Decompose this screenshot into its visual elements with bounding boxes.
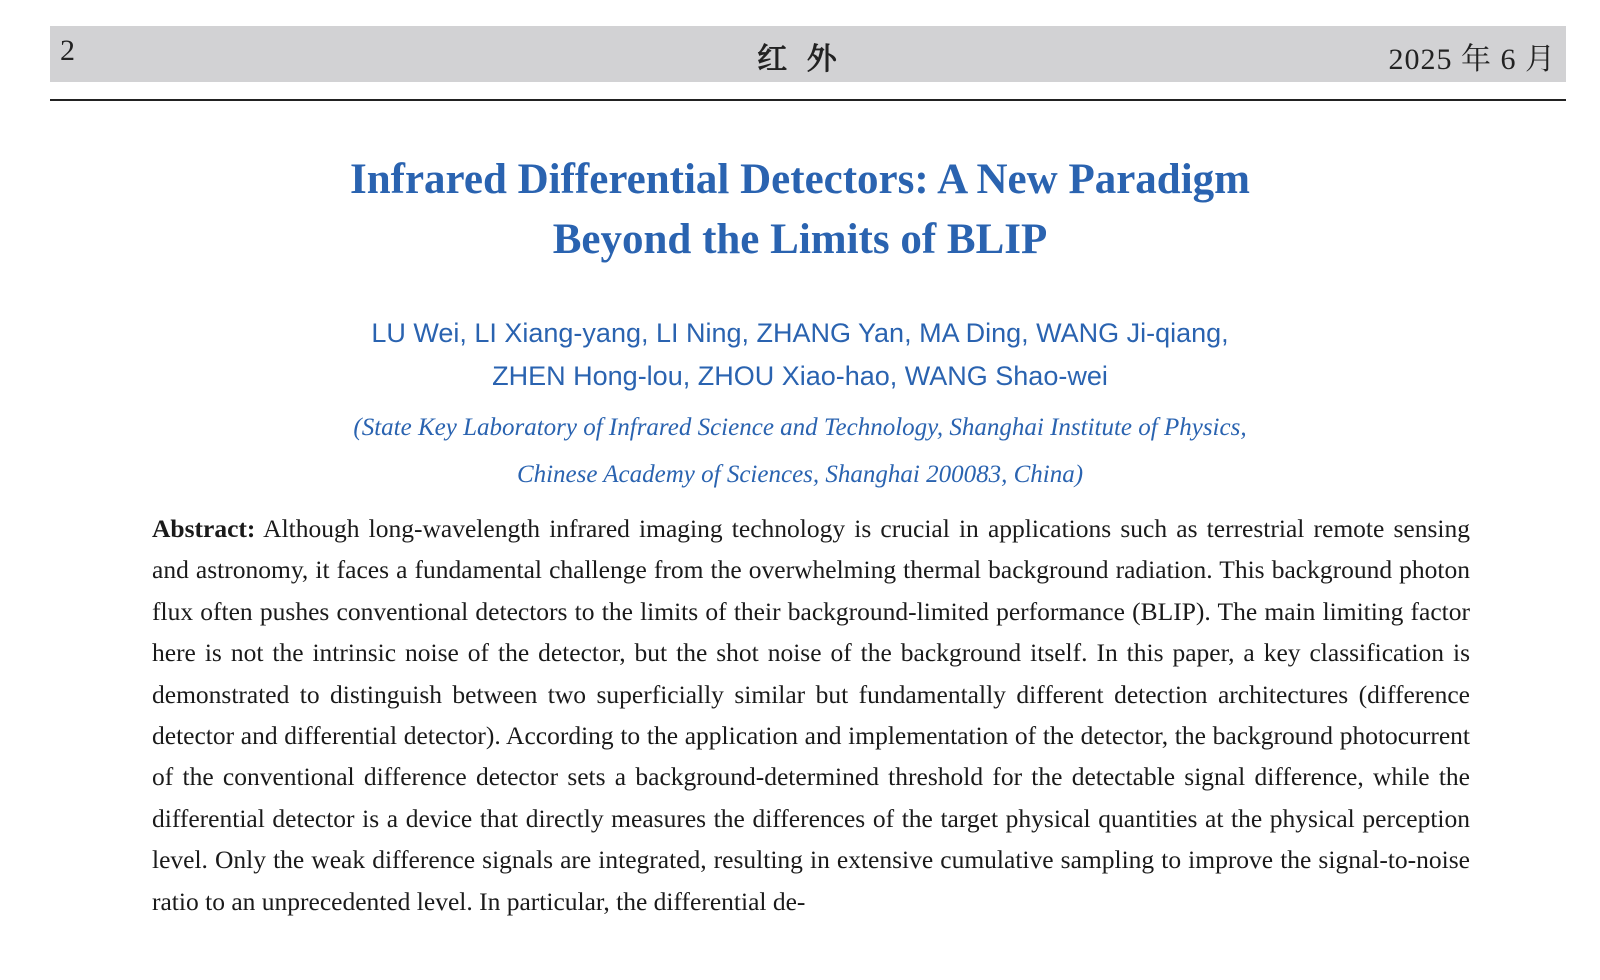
affiliation — [0, 404, 1600, 498]
title-line-1: Infrared Differential Detectors: A New Paradigm — [350, 156, 1250, 203]
header-rule — [50, 99, 1566, 101]
abstract-label: Abstract: — [152, 514, 256, 543]
abstract-text: Although long-wavelength infrared imaging technology is crucial in applications such as terrestrial remote sensing and astronomy, it faces a fundamental challenge from the overwhelming thermal background radiation. This background photon flux often pushes conventional detectors to the limits of their background-limited performance (BLIP). The main limiting factor here is not the intrinsic noise of the detector, but the shot noise of the background itself. In this paper, a key classification is demonstrated to distinguish between two superficially similar but fundamentally different detection architectures (difference detector and differential detector). According to the application and implementation of the detector, the background photocurrent of the conventional difference detector sets a background-determined threshold for the detectable signal difference, while the differential detector is a device that directly measures the differences of the target physical quantities at the physical perception level. Only the weak difference signals are integrated, resulting in extensive cumulative sampling to improve the signal-to-noise ratio to an unprecedented level. In particular, the differential de- — [152, 514, 1470, 916]
affiliation-line-2: Chinese Academy of Sciences, Shanghai 200083, China) — [516, 461, 1084, 488]
title-line-2: Beyond the Limits of BLIP — [552, 216, 1048, 263]
paper-title — [0, 150, 1600, 270]
journal-name: 红 外 — [757, 43, 843, 76]
authors-line-2: ZHEN Hong-lou, ZHOU Xiao-hao, WANG Shao-wei — [492, 361, 1108, 391]
affiliation-line-1: (State Key Laboratory of Infrared Science and Technology, Shanghai Institute of Physics, — [353, 414, 1247, 441]
author-list — [0, 312, 1600, 398]
authors-line-1: LU Wei, LI Xiang-yang, LI Ning, ZHANG Yan, MA Ding, WANG Ji-qiang, — [371, 318, 1229, 348]
issue-date: 2025 年 6 月 — [1388, 43, 1556, 76]
page-number: 2 — [60, 34, 75, 67]
abstract — [152, 508, 1470, 922]
